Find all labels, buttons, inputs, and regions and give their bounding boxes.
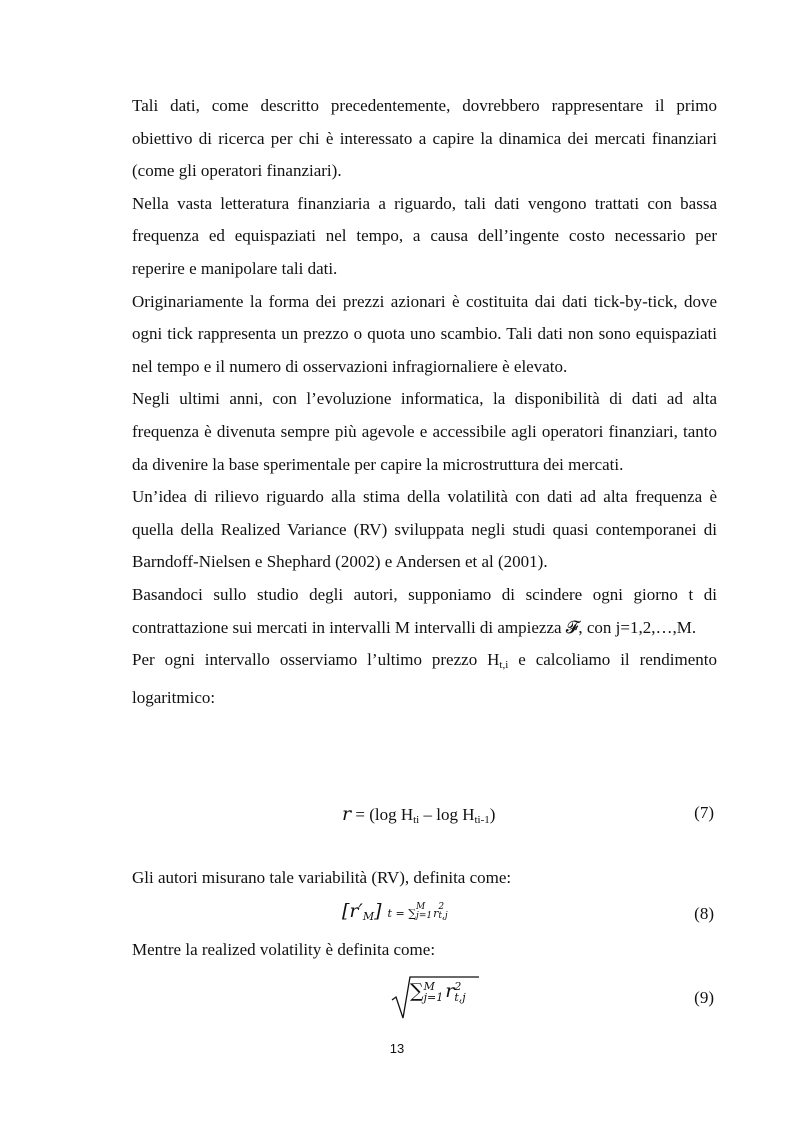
eq9-r: r [445,980,455,1002]
eq8-sum-sub: j=1 [416,911,433,921]
equation-8-body [342,900,448,923]
eq8-t: t [387,907,392,920]
eq8-sub-m: M [362,910,375,923]
equation-9 [132,980,717,1026]
equation-8 [132,900,717,930]
equation-9-number: (9) [694,988,714,1007]
equation-7 [132,803,717,833]
eq8-r: r [433,907,439,920]
eq8-r-sub: t,j [438,911,448,921]
intro-eq9: Mentre la realized volatility è definita come: [132,940,436,959]
paragraph-1: Tali dati, come descritto precedentemente, dovrebbero rappresentare il primo obiettivo di ricerca per chi è interessato a capire la dinamica dei mercati finanziari (come gli operatori finanziari). [132,96,717,181]
body-text [132,90,717,714]
paragraph-4: Negli ultimi anni, con l’evoluzione informatica, la disponibilità di dati ad alta frequenza è divenuta sempre più agevole e accessibile agli operatori finanziari, tanto da divenire la base sperimentale per capire la microstruttura dei mercati. [132,389,717,474]
intro-eq8: Gli autori misurano tale variabilità (RV), definita come: [132,868,512,887]
eq7-close: ) [489,805,496,824]
paragraph-3: Originariamente la forma dei prezzi azionari è costituita dai dati tick-by-tick, dove ogni tick rappresenta un prezzo o quota uno scambio. Tali dati non sono equispaziati nel tempo e il numero di osservazioni infragiornaliere è elevato. [132,291,717,376]
eq8-equals: = [391,907,409,920]
eq8-r-sup: 2 [438,902,445,912]
price-subscript: t,i [499,659,509,672]
eq8-close: ] [374,900,382,922]
eq7-open: (log H [369,805,414,824]
eq8-left: [r′ [342,900,363,922]
eq7-sub1: ti [413,814,420,826]
eq8-sum: ∑ [408,907,417,920]
paragraph-7-after: e calcoliamo il rendimento logaritmico: [132,650,717,707]
eq7-equals: = [351,805,370,824]
sqrt-expression [390,974,480,1022]
eq9-r-sub: t,j [454,991,466,1004]
equation-7-number: (7) [694,803,714,822]
paragraph-7-before: Per ogni intervallo osserviamo l’ultimo prezzo H [132,650,500,670]
paragraph-6: Basandoci sullo studio degli autori, supponiamo di scindere ogni giorno t di contrattazione sui mercati in intervalli M intervalli di ampiezza 𝓕, con j=1,2,…,M. [132,584,717,637]
eq7-sub2: ti-1 [474,814,490,826]
eq9-body [410,980,466,1003]
eq8-sum-sup: M [416,902,426,912]
eq7-mid: – log H [419,805,475,824]
page-number: 13 [389,1041,405,1056]
eq7-lhs: r [342,803,352,825]
equation-7-body [342,803,495,826]
paragraph-5: Un’idea di rilievo riguardo alla stima della volatilità con dati ad alta frequenza è quella della Realized Variance (RV) sviluppata negli studi quasi contemporanei di Barndoff-Nielsen e Shephard (2002) e Andersen et al (2001). [132,487,717,572]
eq9-sum-sub: j=1 [423,991,444,1004]
eq9-sum: ∑ [410,980,424,1002]
eq9-sum-sup: M [423,980,435,993]
eq9-r-sup: 2 [454,980,462,993]
paragraph-7 [132,644,717,714]
paragraph-2: Nella vasta letteratura finanziaria a riguardo, tali dati vengono trattati con bassa frequenza ed equispaziati nel tempo, a causa dell’ingente costo necessario per reperire e manipolare tali dati. [132,193,717,278]
equation-8-number: (8) [694,904,714,923]
